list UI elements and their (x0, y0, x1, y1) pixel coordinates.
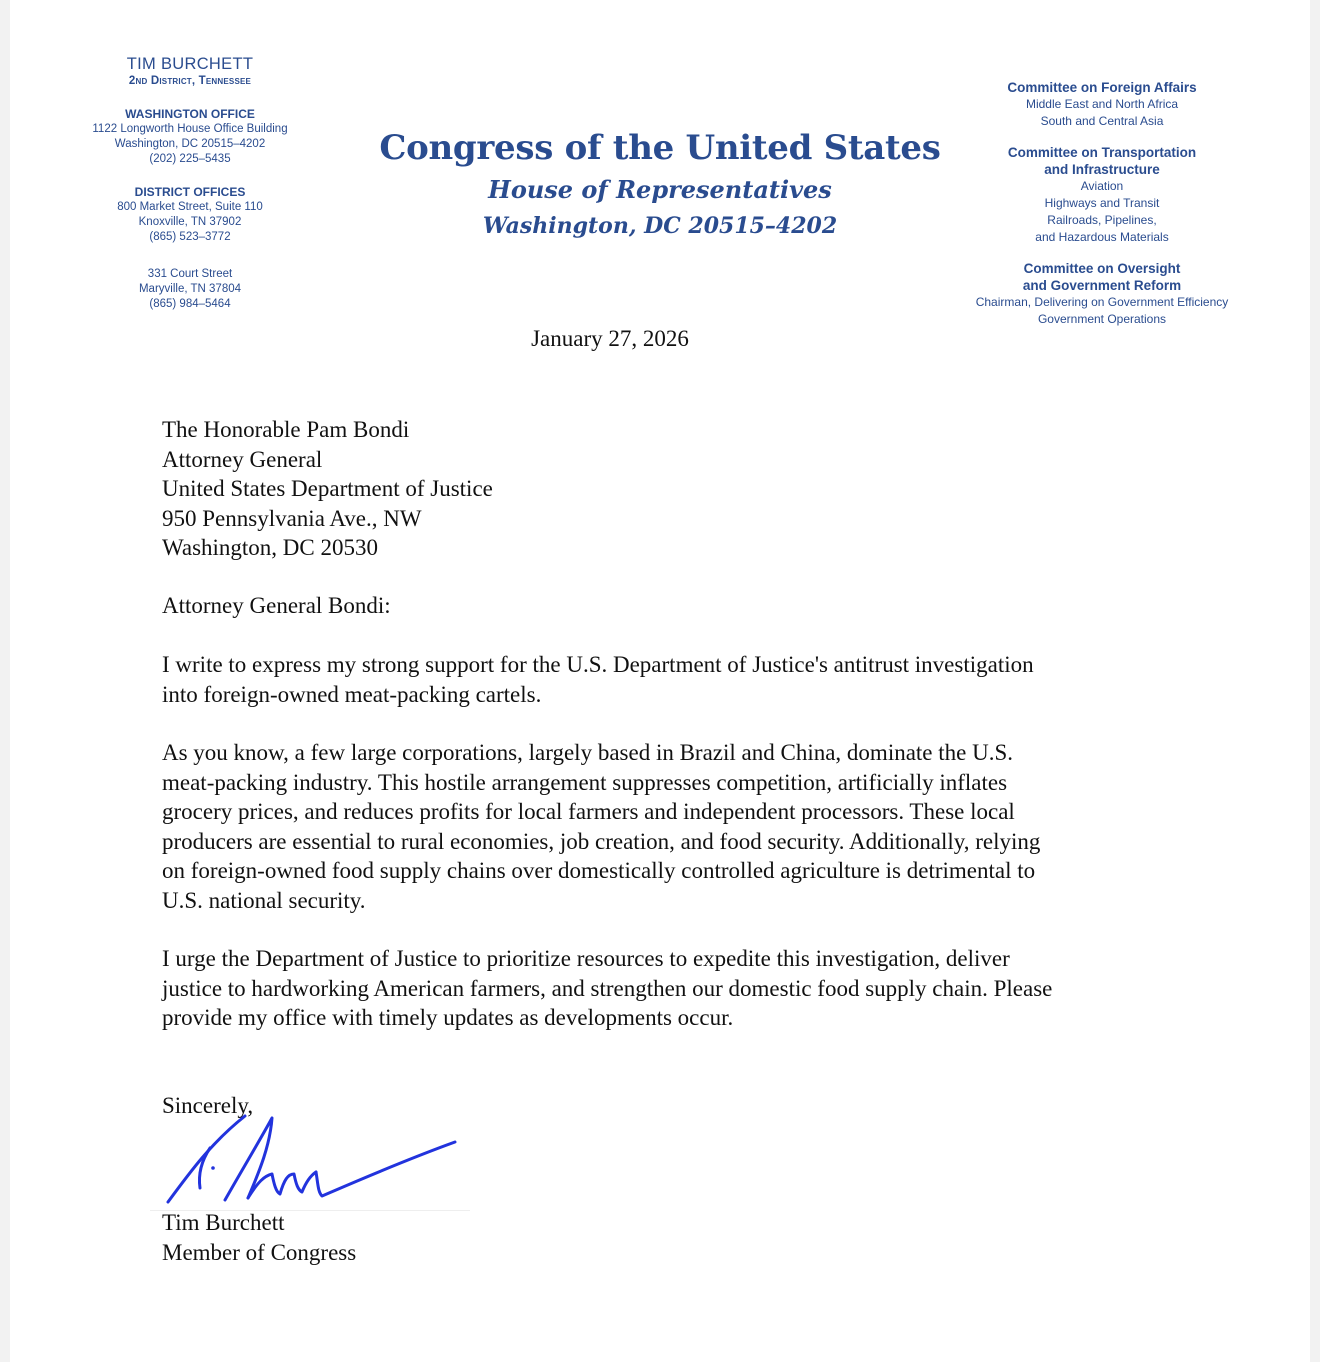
washington-office-phone: (202) 225–5435 (149, 153, 231, 165)
member-info-column (70, 54, 310, 312)
district-office-line: 331 Court Street (147, 268, 233, 280)
recipient-line: Attorney General (162, 446, 323, 472)
recipient-line: United States Department of Justice (162, 476, 493, 501)
letter-date: January 27, 2026 (531, 326, 689, 351)
body-paragraph (162, 944, 1172, 1033)
signer-title: Member of Congress (162, 1239, 357, 1265)
committee-name: Committee on Oversight (1023, 261, 1181, 276)
subcommittee: Middle East and North Africa (1025, 97, 1179, 111)
committee-name: Committee on Transportation (1007, 145, 1197, 160)
subcommittee: Railroads, Pipelines, (1047, 213, 1157, 227)
subcommittee: and Hazardous Materials (1035, 230, 1169, 244)
signature-image (150, 1110, 470, 1210)
district-offices-heading: DISTRICT OFFICES (134, 185, 246, 199)
paragraph-line: into foreign-owned meat-packing cartels. (162, 681, 542, 707)
committee-name: and Infrastructure (1044, 162, 1160, 177)
member-district: 2nd District, Tennessee (128, 75, 252, 87)
masthead-title: Congress of the United States (379, 128, 941, 168)
subcommittee: Aviation (1080, 179, 1124, 193)
masthead-location: Washington, DC 20515–4202 (482, 213, 838, 239)
committee-name: and Government Reform (1022, 278, 1182, 293)
paragraph-line: justice to hardworking American farmers, and strengthen our domestic food supply chain. Please (162, 975, 1053, 1001)
paragraph-line: I write to express my strong support for the U.S. Department of Justice's antitrust investigation (162, 652, 1034, 677)
paragraph-line: As you know, a few large corporations, largely based in Brazil and China, dominate the U.S. (162, 740, 1014, 765)
paragraph-line: meat-packing industry. This hostile arrangement suppresses competition, artificially inflates (162, 769, 1008, 795)
recipient-line: The Honorable Pam Bondi (162, 417, 410, 442)
salutation: Attorney General Bondi: (162, 593, 391, 618)
subcommittee: Highways and Transit (1044, 196, 1160, 210)
washington-office-line: 1122 Longworth House Office Building (92, 123, 288, 135)
recipient-line: 950 Pennsylvania Ave., NW (162, 505, 422, 531)
paragraph-line: grocery prices, and reduces profits for local farmers and independent processors. These local (162, 799, 1015, 824)
signer-block (162, 1208, 1172, 1267)
district-office-line: Knoxville, TN 37902 (138, 216, 242, 228)
closing: Sincerely, (162, 1093, 254, 1118)
letter-page (10, 0, 1310, 1362)
washington-office-heading: WASHINGTON OFFICE (125, 107, 255, 121)
subcommittee: Government Operations (1037, 312, 1167, 326)
paragraph-line: on foreign-owned food supply chains over domestically controlled agriculture is detrimental to (162, 858, 1036, 883)
district-office-line: Maryville, TN 37804 (138, 283, 242, 295)
body-paragraph (162, 650, 1172, 709)
paragraph-line: producers are essential to rural economies, job creation, and food security. Additionally, relying (162, 828, 1041, 854)
masthead-subtitle: House of Representatives (488, 175, 832, 204)
washington-office-line: Washington, DC 20515–4202 (114, 138, 266, 150)
committees-column (952, 79, 1252, 328)
paragraph-line: U.S. national security. (162, 887, 366, 913)
committee-name: Committee on Foreign Affairs (1007, 80, 1197, 95)
recipient-line: Washington, DC 20530 (162, 535, 379, 560)
body-paragraph (162, 738, 1172, 915)
signature (150, 1110, 470, 1211)
subcommittee: Chairman, Delivering on Government Efficiency (975, 295, 1229, 309)
recipient-address (162, 415, 1172, 563)
district-office-line: 800 Market Street, Suite 110 (117, 201, 263, 213)
district-office-phone: (865) 984–5464 (149, 298, 231, 310)
letterhead-masthead (360, 124, 960, 244)
district-office-phone: (865) 523–3772 (149, 231, 231, 243)
paragraph-line: provide my office with timely updates as developments occur. (162, 1005, 734, 1030)
paragraph-line: I urge the Department of Justice to prioritize resources to expedite this investigation, deliver (162, 946, 1010, 971)
signer-name: Tim Burchett (162, 1210, 285, 1235)
subcommittee: South and Central Asia (1040, 114, 1164, 128)
member-name: TIM BURCHETT (126, 55, 254, 73)
